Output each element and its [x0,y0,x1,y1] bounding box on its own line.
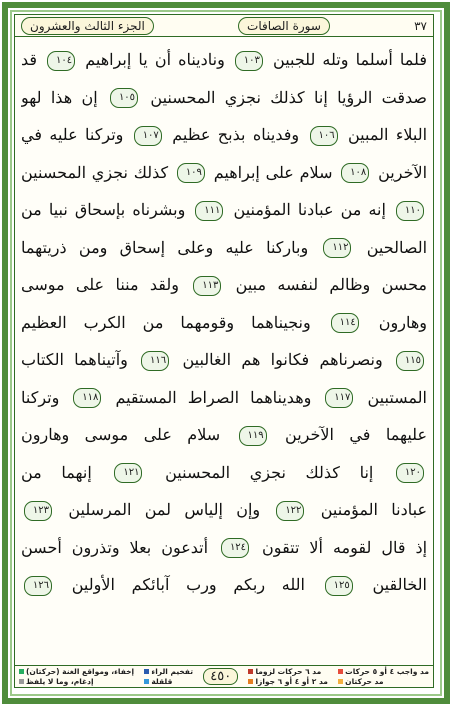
ayah-number-marker: ١٢٢ [276,501,304,521]
verse-text: سلام على موسى وهارون [21,425,221,444]
legend-item: قلقلة [151,677,173,686]
ayah-number-marker: ١١٤ [331,313,359,333]
verse-text: إنه من عبادنا المؤمنين [233,200,386,219]
verse-text: ولقد مننا على موسى [21,275,179,294]
legend-item: مد حركتان [345,677,384,686]
ayah-number-marker: ١١٢ [323,238,351,258]
ayah-number-marker: ١١٨ [73,388,101,408]
ayah-number-marker: ١١٥ [396,351,424,371]
text-line [21,229,427,267]
verse-text: وتركنا [21,387,60,407]
verse-text: الله ربكم ورب آبائكم الأولين [71,575,305,594]
ayah-number-marker: ١٢١ [114,463,142,483]
ayah-number-marker: ١١٦ [141,351,169,371]
ayah-number-marker: ١٠٦ [310,126,338,146]
ayah-number-marker: ١١١ [195,201,223,221]
legend-item: مد واجب ٤ أو ٥ حركات [345,667,429,676]
verse-text: إنا كذلك نجزي المحسنين [165,462,374,482]
text-line [21,379,427,417]
verse-text: ونصرناهم فكانوا هم الغالبين [182,350,383,369]
verse-text: إن هذا لهو [21,87,98,107]
text-line [21,304,427,342]
verse-text: وناديناه أن يا إبراهيم [85,50,225,69]
tajweed-legend-left [19,667,134,686]
ayah-number-marker: ١٠٤ [47,51,75,71]
verse-text: قد [21,50,38,69]
verse-text: وهديناهما الصراط المستقيم [115,387,312,407]
ayah-number-marker: ١١٩ [239,426,267,446]
text-line [21,116,427,154]
text-line [21,454,427,492]
text-line [21,341,427,379]
verse-text: وباركنا عليه وعلى إسحاق ومن ذريتهما [21,237,309,257]
verse-text: ونجيناهما وقومهما من الكرب العظيم [21,312,311,332]
ayah-number-marker: ١٢٦ [24,576,52,596]
verse-text: وتركنا عليه في [21,125,124,144]
verse-text: البلاء المبين [348,125,427,144]
ayah-number-marker: ١٠٨ [341,163,369,183]
quran-text [21,41,427,661]
text-line [21,491,427,529]
juz-label: الجزء الثالث والعشرون [21,17,154,35]
verse-text: إذ قال لقومه ألا تتقون [262,537,427,557]
surah-label: سورة الصافات [238,17,330,35]
ayah-number-marker: ١١٣ [193,276,221,296]
verse-text: الصالحين [366,237,427,257]
text-line [21,79,427,117]
verse-text: وآتيناهما الكتاب [21,350,128,369]
verse-text: كذلك نجزي المحسنين [21,162,169,182]
verse-text: الآخرين [378,162,427,182]
surah-number: ٣٧ [414,18,427,33]
legend-item: إخفاء، ومواقع الغنة (حركتان) [26,667,135,676]
text-line [21,41,427,79]
ayah-number-marker: ١٠٥ [110,88,138,108]
mushaf-page [14,14,434,688]
ayah-number-marker: ١٠٩ [177,163,205,183]
text-line [21,191,427,229]
verse-text: محسن وظالم لنفسه مبين [235,275,427,294]
ayah-number-marker: ١٢٥ [325,576,353,596]
verse-text: سلام على إبراهيم [213,162,333,182]
verse-text: أتدعون بعلا وتذرون أحسن [21,537,209,557]
verse-text: وبشرناه بإسحاق نبيا من [21,200,186,219]
ayah-number-marker: ١١٧ [325,388,353,408]
verse-text: إنهما من [21,462,92,482]
ayah-number-marker: ١٠٣ [235,51,263,71]
text-line [21,154,427,192]
ayah-number-marker: ١١٠ [396,201,424,221]
verse-text: عليهما في الآخرين [285,425,427,444]
text-line [21,566,427,604]
text-line [21,529,427,567]
tajweed-legend-mid [144,667,193,686]
legend-item: مد ٢ أو ٤ أو ٦ جوازا [255,677,328,686]
verse-text: وفديناه بذبح عظيم [172,125,300,144]
ayah-number-marker: ١٢٠ [396,463,424,483]
page-header [15,15,433,37]
verse-text: المستبين [367,387,427,407]
legend-item: إدغام، وما لا يلفظ [26,677,94,686]
page-footer [15,665,433,687]
verse-text: فلما أسلما وتله للجبين [273,50,427,69]
ayah-number-marker: ١٢٤ [221,538,249,558]
ayah-number-marker: ١٠٧ [134,126,162,146]
text-line [21,266,427,304]
ayah-number-marker: ١٢٣ [24,501,52,521]
page-number: ٤٥٠ [203,668,238,685]
verse-text: وهارون [378,312,427,332]
verse-text: عبادنا المؤمنين [320,500,427,519]
legend-item: مد ٦ حركات لزوما [255,667,322,676]
legend-item: تفخيم الراء [151,667,194,676]
verse-text: الخالقين [372,575,427,594]
tajweed-legend-right [248,667,327,686]
verse-text: صدقت الرؤيا إنا كذلك نجزي المحسنين [150,87,427,107]
text-line [21,416,427,454]
verse-text: وإن إلياس لمن المرسلين [68,500,261,519]
tajweed-legend-far [338,667,429,686]
